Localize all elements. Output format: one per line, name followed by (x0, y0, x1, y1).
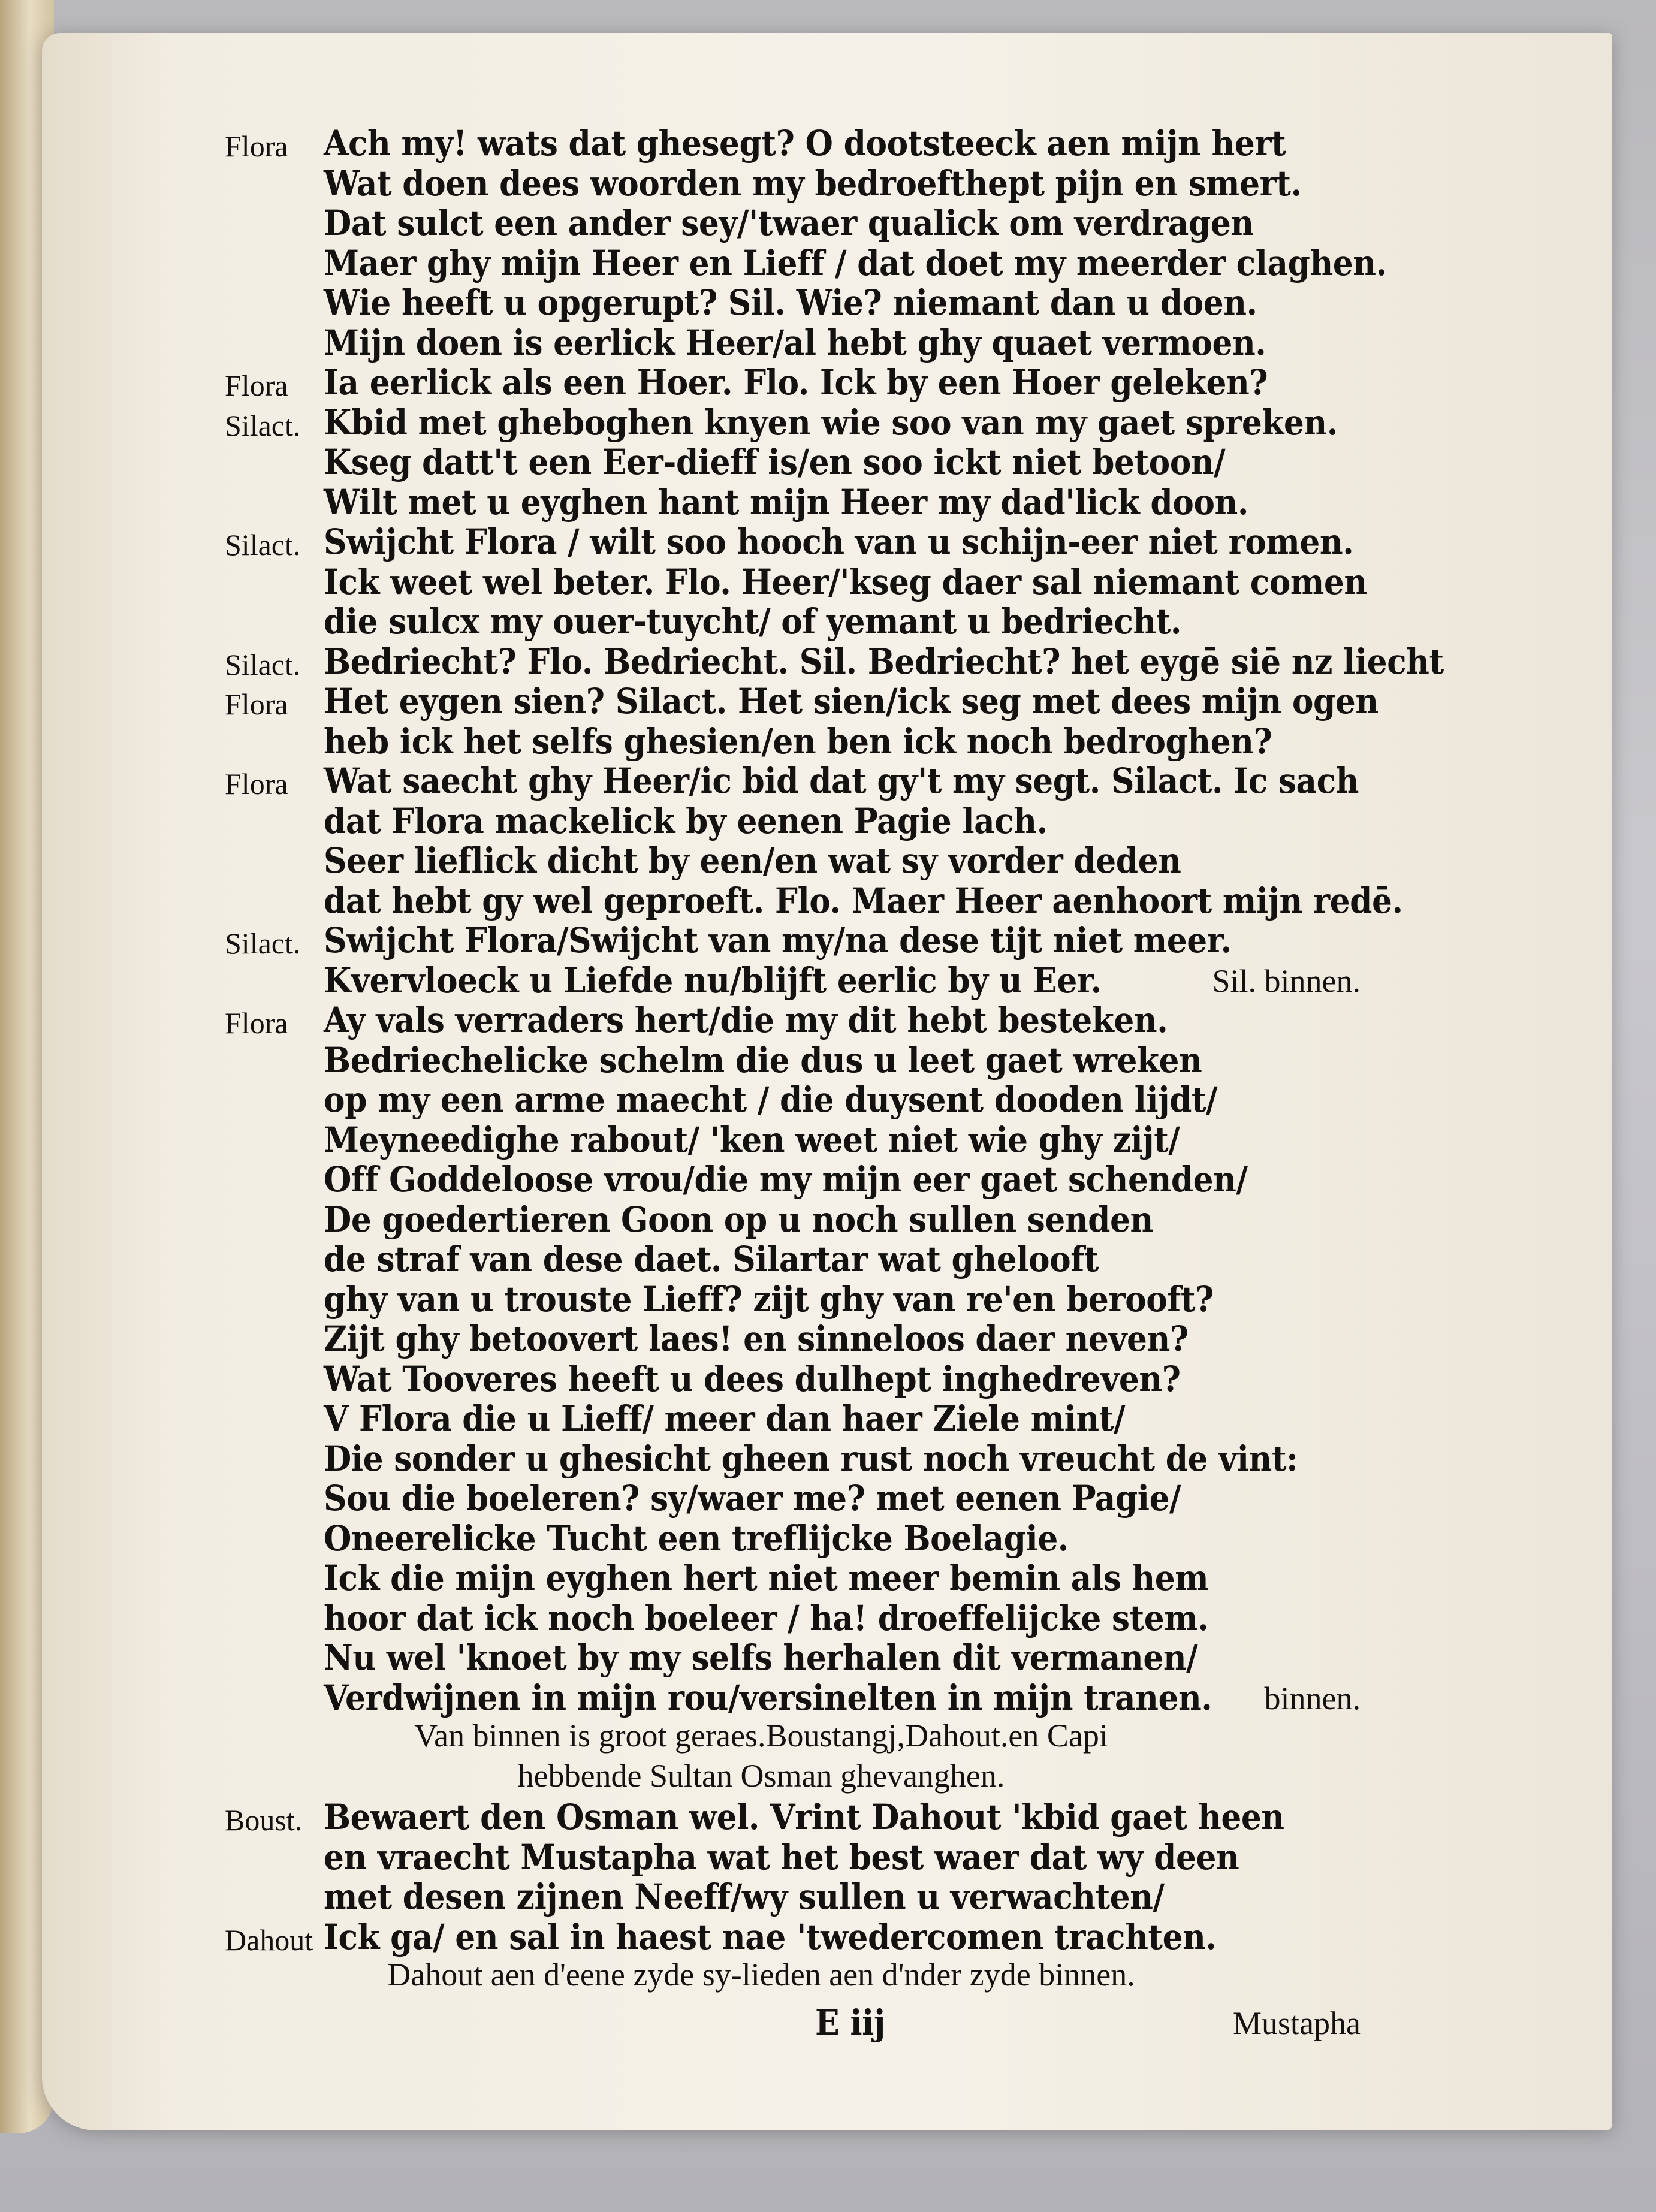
verse-line: Die sonder u ghesicht gheen rust noch vreucht de vint: (324, 1438, 1298, 1479)
verse-line: Wat saecht ghy Heer/ic bid dat gy't my segt. Silact. Ic sach (324, 761, 1359, 801)
verse-line: Dat sulct een ander sey/'twaer qualick om verdragen (324, 203, 1254, 243)
speaker-name: Boust. (225, 1803, 303, 1837)
verse-line: Nu wel 'knoet by my selfs herhalen dit vermanen/ (324, 1637, 1198, 1678)
speaker-name: Silact. (225, 408, 301, 442)
book-page (42, 33, 1612, 2130)
speaker-name: Flora (225, 767, 288, 801)
verse-line: Wat Tooveres heeft u dees dulhept inghedreven? (324, 1358, 1181, 1399)
verse-line: ghy van u trouste Lieff? zijt ghy van re'en berooft? (324, 1278, 1214, 1320)
verse-line: Bedriechelicke schelm die dus u leet gaet wreken (324, 1039, 1202, 1081)
verse-line: op my een arme maecht / die duysent dooden lijdt/ (324, 1079, 1218, 1120)
speaker-name: Flora (225, 369, 288, 402)
verse-line: V Flora die u Lieff/ meer dan haer Ziele mint/ (324, 1398, 1125, 1439)
speaker-name: Silact. (225, 647, 301, 681)
speaker-name: Flora (225, 129, 288, 163)
verse-line: Ach my! wats dat ghesegt? O dootsteeck aen mijn hert (324, 123, 1286, 164)
verse-line: Kseg datt't een Eer-dieff is/en soo ickt niet betoon/ (324, 442, 1226, 482)
verse-line: dat hebt gy wel geproeft. Flo. Maer Heer aenhoort mijn redē. (324, 880, 1403, 921)
verse-line: de straf van dese daet. Silartar wat ghelooft (324, 1239, 1099, 1279)
verse-line: Wilt met u eyghen hant mijn Heer my dad'lick doon. (324, 481, 1248, 523)
verse-line: hoor dat ick noch boeleer / ha! droeffelijcke stem. (324, 1597, 1209, 1638)
verse-line: Mijn doen is eerlick Heer/al hebt ghy quaet vermoen. (324, 322, 1266, 363)
verse-line: Kbid met gheboghen knyen wie soo van my gaet spreken. (324, 402, 1338, 443)
catchword: Mustapha (1233, 2005, 1361, 2041)
verse-line: Ick ga/ en sal in haest nae 'twedercomen trachten. (324, 1916, 1217, 1957)
verse-line: Meyneedighe rabout/ 'ken weet niet wie ghy zijt/ (324, 1119, 1180, 1160)
stage-direction: Dahout aen d'eene zyde sy-lieden aen d'nder zyde binnen. (387, 1957, 1135, 1993)
verse-line: Off Goddeloose vrou/die my mijn eer gaet schenden/ (324, 1159, 1248, 1200)
stage-direction: hebbende Sultan Osman ghevanghen. (517, 1757, 1005, 1794)
verse-line: De goedertieren Goon op u noch sullen senden (324, 1199, 1153, 1240)
verse-line: met desen zijnen Neeff/wy sullen u verwachten/ (324, 1876, 1165, 1917)
verse-line: Seer lieflick dicht by een/en wat sy vorder deden (324, 840, 1181, 881)
verse-line: die sulcx my ouer-tuycht/ of yemant u bedriecht. (324, 601, 1182, 642)
verse-line: Het eygen sien? Silact. Het sien/ick seg met dees mijn ogen (324, 681, 1379, 722)
verse-line: Swijcht Flora/Swijcht van my/na dese tijt niet meer. (324, 920, 1232, 961)
verse-line: Zijt ghy betoovert laes! en sinneloos daer neven? (324, 1318, 1189, 1359)
speaker-name: Flora (225, 687, 288, 721)
speaker-name: Silact. (225, 528, 301, 562)
verse-line: en vraecht Mustapha wat het best waer dat wy deen (324, 1836, 1239, 1878)
speaker-name: Dahout (225, 1923, 313, 1957)
verse-line: Ay vals verraders hert/die my dit hebt besteken. (324, 1000, 1168, 1040)
page-text (42, 33, 1612, 2130)
verse-line: dat Flora mackelick by eenen Pagie lach. (324, 800, 1048, 841)
stage-aside: Sil. binnen. (1212, 962, 1361, 999)
stage-aside: binnen. (1264, 1680, 1361, 1716)
stage-direction: Van binnen is groot geraes.Boustangj,Dahout.en Capi (414, 1718, 1108, 1754)
speaker-name: Flora (225, 1006, 288, 1040)
verse-line: Swijcht Flora / wilt soo hooch van u schijn-eer niet romen. (324, 521, 1354, 562)
speaker-name: Silact. (225, 927, 301, 960)
verse-line: Ick weet wel beter. Flo. Heer/'kseg daer sal niemant comen (324, 561, 1367, 602)
verse-line: Maer ghy mijn Heer en Lieff / dat doet my meerder claghen. (324, 242, 1387, 283)
verse-line: Bewaert den Osman wel. Vrint Dahout 'kbid gaet heen (324, 1797, 1284, 1837)
verse-line: Bedriecht? Flo. Bedriecht. Sil. Bedriecht? het eygē siē nz liecht (324, 641, 1444, 682)
verse-line: Verdwijnen in mijn rou/versinelten in mijn tranen. (324, 1677, 1212, 1718)
verse-line: Kvervloeck u Liefde nu/blijft eerlic by u Eer. (324, 959, 1102, 1001)
verse-line: Wat doen dees woorden my bedroefthept pijn en smert. (324, 162, 1302, 204)
verse-line: Oneerelicke Tucht een treflijcke Boelagie. (324, 1517, 1069, 1559)
verse-line: Ick die mijn eyghen hert niet meer bemin als hem (324, 1558, 1209, 1598)
signature-mark: E iij (815, 2002, 885, 2043)
verse-line: Ia eerlick als een Hoer. Flo. Ick by een Hoer geleken? (324, 362, 1268, 403)
verse-line: Wie heeft u opgerupt? Sil. Wie? niemant dan u doen. (324, 282, 1257, 323)
verse-line: heb ick het selfs ghesien/en ben ick noch bedroghen? (324, 720, 1272, 762)
verse-line: Sou die boeleren? sy/waer me? met eenen Pagie/ (324, 1478, 1181, 1519)
